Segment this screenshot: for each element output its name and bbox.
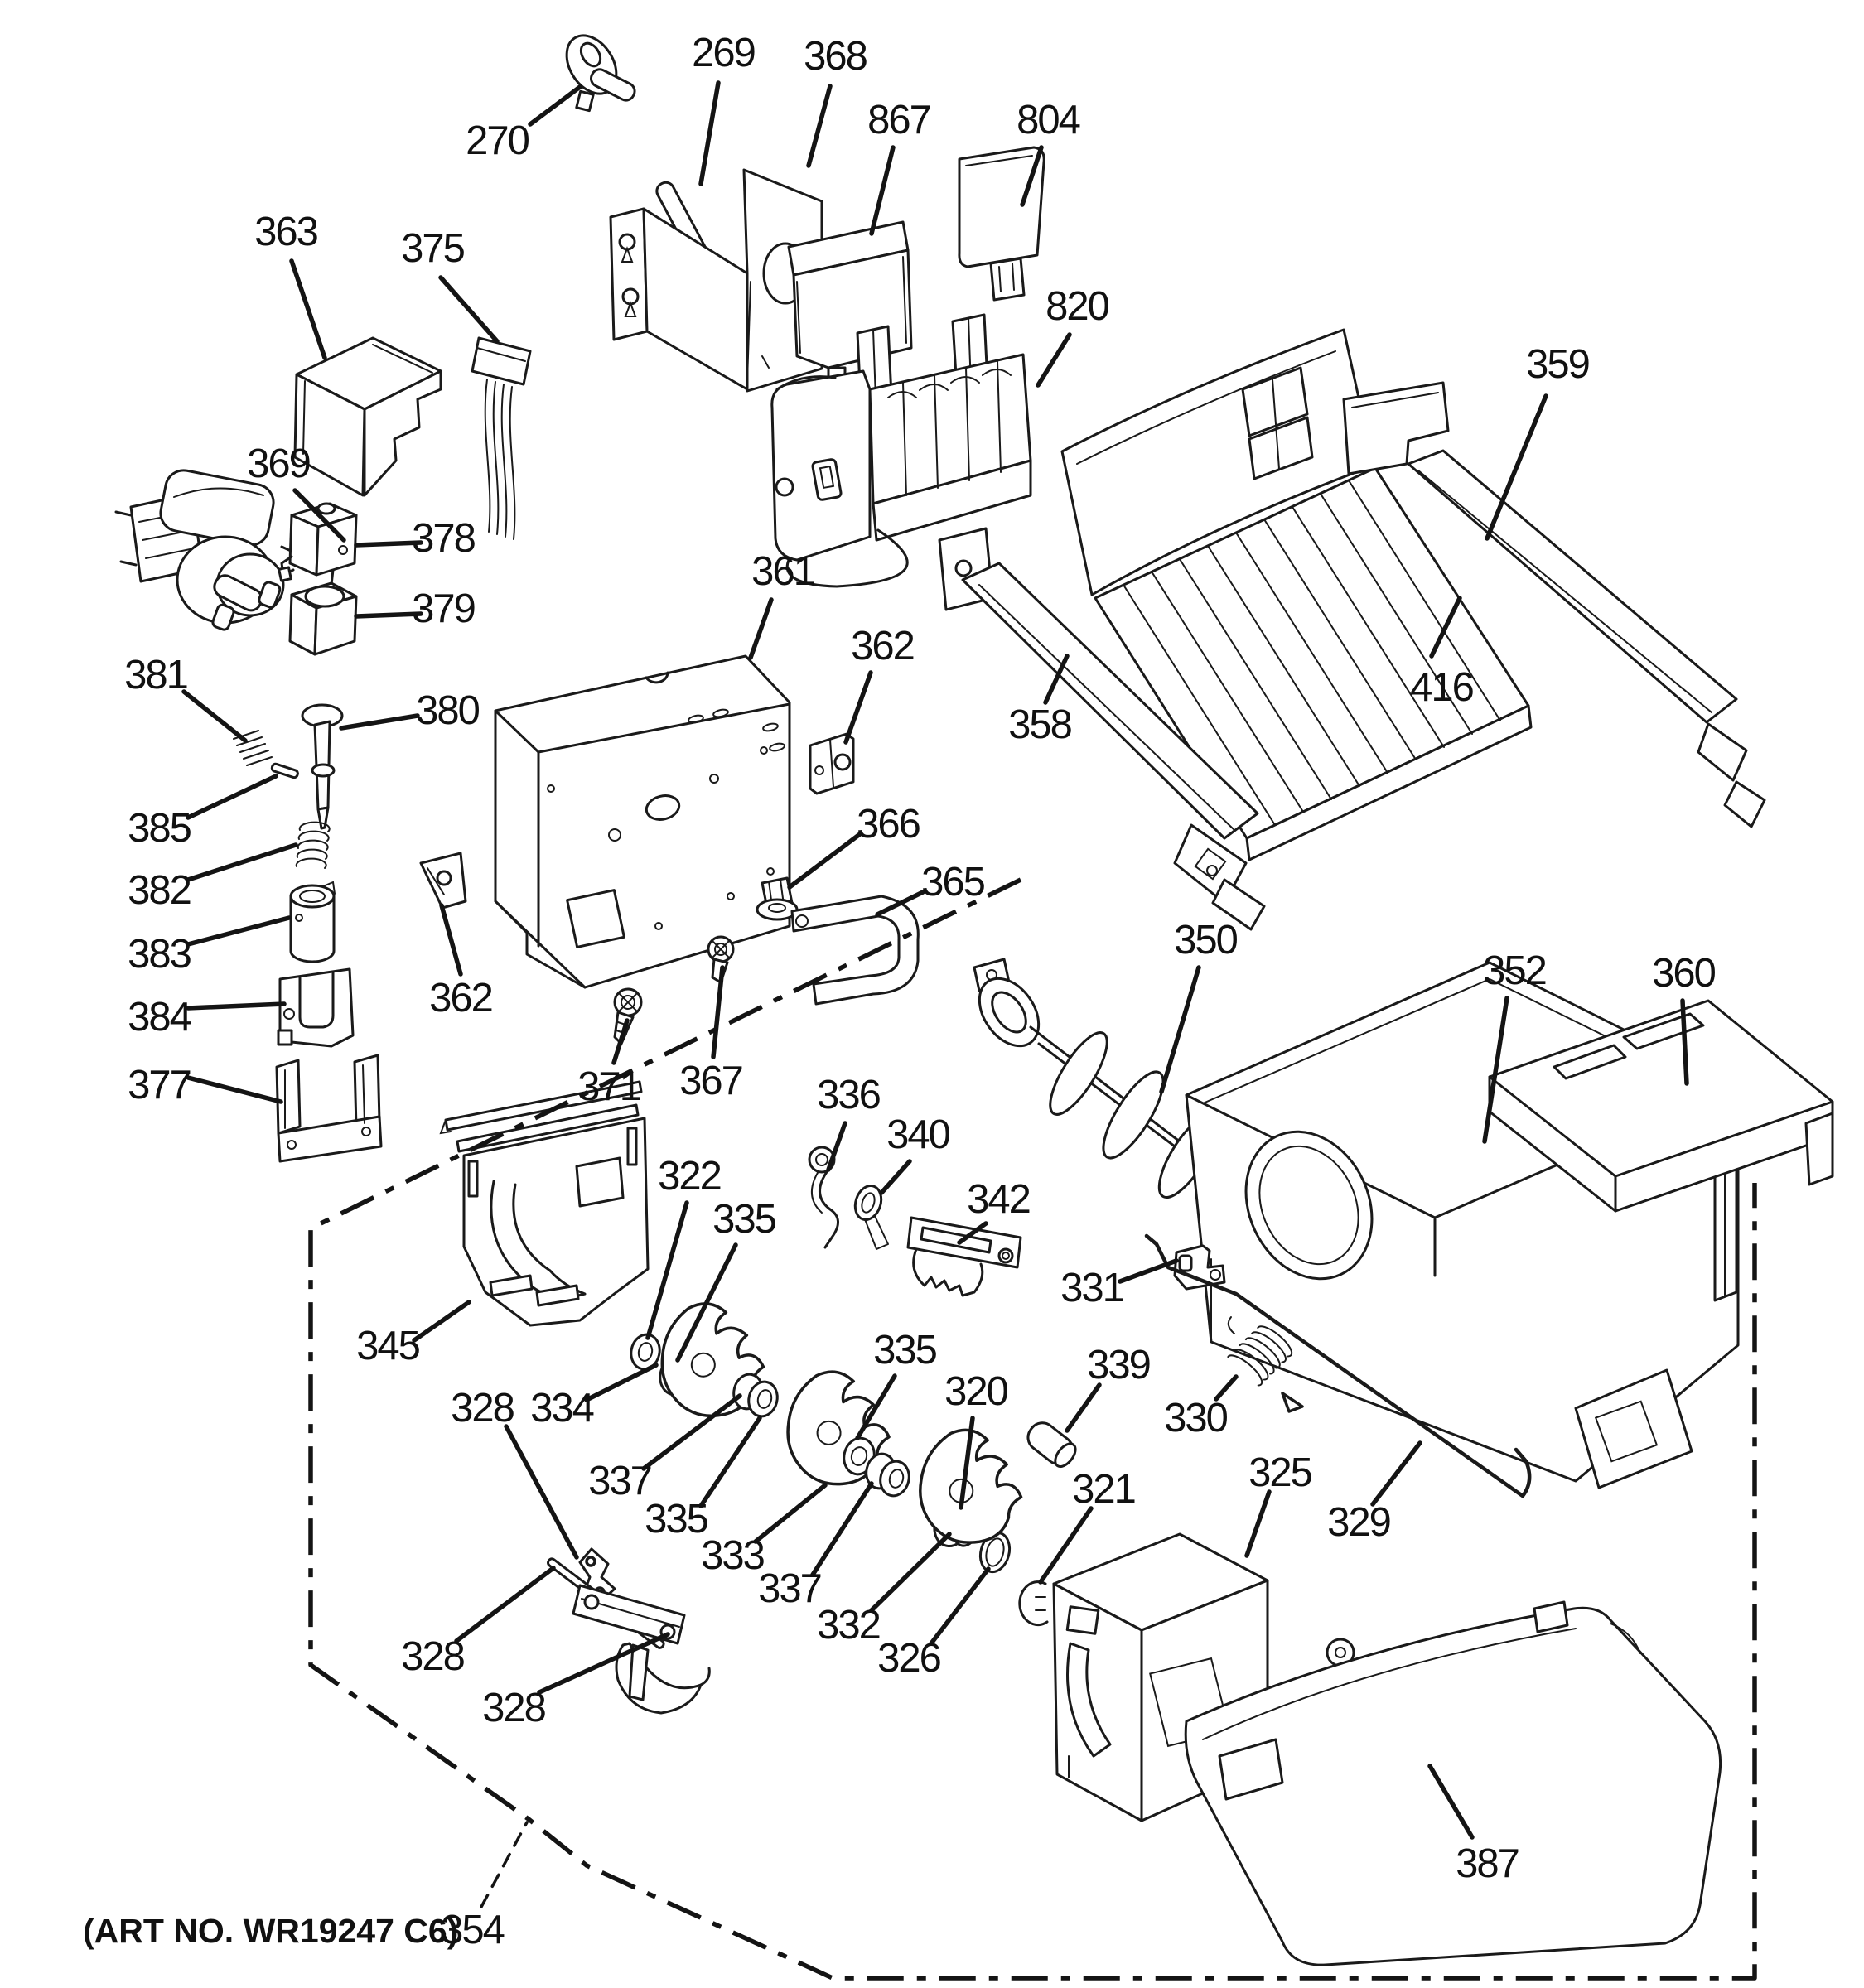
callout-leader-381 — [184, 692, 245, 741]
callout-label-332: 332 — [817, 1603, 880, 1648]
callout-label-378: 378 — [412, 516, 475, 561]
callout-leader-335 — [701, 1418, 760, 1506]
callout-label-380: 380 — [416, 688, 479, 733]
callout-leader-383 — [188, 918, 289, 944]
part-housing-361 — [495, 656, 790, 987]
part-channel-377 — [277, 1055, 381, 1161]
callout-leader-340 — [881, 1161, 910, 1193]
part-pin-380 — [302, 705, 342, 828]
callout-label-340: 340 — [886, 1112, 949, 1157]
callout-label-320: 320 — [944, 1369, 1007, 1414]
callout-label-335: 335 — [873, 1328, 936, 1373]
callout-leader-326 — [931, 1569, 988, 1643]
callout-leader-336 — [828, 1123, 845, 1170]
art-number: (ART NO. WR19247 C6) — [83, 1912, 459, 1950]
callout-leader-366 — [790, 834, 860, 887]
callout-leader-329 — [1373, 1443, 1420, 1504]
part-bracket-384 — [278, 969, 353, 1046]
callout-leader-332 — [872, 1534, 949, 1610]
callout-label-368: 368 — [804, 34, 867, 79]
part-shelf-416 — [1062, 330, 1531, 860]
callout-leader-361 — [751, 600, 771, 658]
callout-label-270: 270 — [466, 118, 529, 163]
callout-label-335: 335 — [645, 1497, 707, 1542]
callout-label-337: 337 — [758, 1566, 821, 1611]
callout-label-384: 384 — [128, 995, 191, 1040]
callout-label-328: 328 — [401, 1634, 464, 1679]
callout-label-325: 325 — [1248, 1450, 1311, 1495]
callout-label-328: 328 — [482, 1686, 545, 1730]
callout-label-326: 326 — [877, 1636, 940, 1681]
part-cylinder-383 — [291, 882, 335, 962]
callout-leader-362 — [846, 673, 871, 742]
callout-label-322: 322 — [658, 1154, 721, 1199]
part-eclip-321 — [1020, 1582, 1047, 1625]
part-cover-363 — [295, 338, 441, 495]
callout-label-339: 339 — [1087, 1343, 1150, 1387]
part-plate-345 — [441, 1082, 648, 1325]
part-harness-375 — [472, 338, 530, 539]
callout-leader-334 — [587, 1365, 656, 1400]
callout-label-371: 371 — [577, 1064, 640, 1109]
callout-label-334: 334 — [530, 1386, 593, 1431]
callout-label-362: 362 — [851, 624, 914, 668]
callout-label-321: 321 — [1072, 1467, 1135, 1512]
callout-label-867: 867 — [867, 98, 930, 142]
callout-label-377: 377 — [128, 1063, 191, 1107]
callout-label-335: 335 — [712, 1197, 775, 1242]
callout-label-360: 360 — [1652, 951, 1715, 996]
callout-label-379: 379 — [412, 586, 475, 631]
callout-label-337: 337 — [588, 1459, 651, 1503]
callout-leader-337 — [813, 1484, 872, 1575]
callout-leader-328 — [506, 1426, 577, 1557]
callout-label-383: 383 — [128, 932, 191, 977]
callout-label-350: 350 — [1174, 918, 1237, 963]
callout-leader-270 — [530, 87, 580, 124]
callout-leader-867 — [872, 147, 893, 234]
callout-leader-331 — [1120, 1261, 1176, 1281]
callout-label-366: 366 — [857, 802, 920, 847]
callout-leader-269 — [701, 83, 718, 184]
callout-leader-339 — [1067, 1385, 1099, 1431]
callout-label-363: 363 — [254, 210, 317, 254]
callout-leader-363 — [292, 261, 325, 358]
part-bracket-368 — [611, 170, 822, 391]
callout-label-375: 375 — [401, 226, 464, 271]
part-flap-804 — [959, 147, 1044, 300]
callout-label-269: 269 — [692, 31, 755, 75]
callout-label-329: 329 — [1327, 1500, 1390, 1545]
part-cube-379 — [290, 583, 356, 654]
part-trigger-328 — [573, 1585, 709, 1713]
callout-leader-345 — [414, 1302, 469, 1340]
callout-label-369: 369 — [247, 442, 310, 486]
part-screw-371 — [615, 989, 641, 1044]
callout-label-328: 328 — [451, 1386, 514, 1431]
callout-leader-328 — [456, 1568, 553, 1641]
part-bracket-342 — [908, 1218, 1021, 1296]
callout-label-352: 352 — [1483, 948, 1546, 993]
part-spring-382 — [297, 823, 330, 868]
callout-leader-354 — [481, 1822, 527, 1907]
callout-label-361: 361 — [751, 549, 814, 594]
part-bracket-365 — [792, 896, 918, 1004]
part-clip-362-left — [421, 853, 466, 908]
callout-label-416: 416 — [1410, 665, 1473, 710]
callout-label-387: 387 — [1456, 1841, 1519, 1886]
callout-label-362: 362 — [429, 976, 492, 1021]
callout-label-385: 385 — [128, 806, 191, 851]
callout-leader-350 — [1161, 967, 1199, 1092]
part-hook-336 — [809, 1147, 838, 1247]
callout-label-381: 381 — [124, 653, 187, 697]
callout-label-359: 359 — [1526, 342, 1589, 387]
callout-leader-333 — [756, 1485, 825, 1542]
callout-label-365: 365 — [921, 860, 984, 905]
callout-label-336: 336 — [817, 1073, 880, 1117]
callout-label-333: 333 — [701, 1533, 764, 1578]
callout-leader-820 — [1038, 335, 1070, 385]
callout-label-331: 331 — [1060, 1266, 1123, 1310]
callout-label-358: 358 — [1008, 702, 1071, 747]
callout-label-367: 367 — [679, 1059, 742, 1103]
callout-label-342: 342 — [967, 1177, 1030, 1222]
callout-label-804: 804 — [1017, 98, 1079, 142]
callout-label-820: 820 — [1045, 284, 1108, 329]
callout-leader-382 — [188, 845, 296, 880]
callout-leader-368 — [809, 86, 830, 166]
callout-label-382: 382 — [128, 868, 191, 913]
callout-leader-384 — [188, 1004, 284, 1008]
callout-label-354: 354 — [441, 1908, 504, 1952]
callout-label-330: 330 — [1164, 1396, 1227, 1440]
callout-leader-380 — [341, 716, 418, 728]
callout-leader-375 — [441, 277, 497, 341]
callout-leader-385 — [188, 776, 276, 818]
callout-leader-362 — [442, 905, 461, 974]
callout-label-345: 345 — [356, 1324, 419, 1368]
callout-leader-377 — [188, 1078, 281, 1102]
callout-leader-325 — [1247, 1492, 1269, 1556]
